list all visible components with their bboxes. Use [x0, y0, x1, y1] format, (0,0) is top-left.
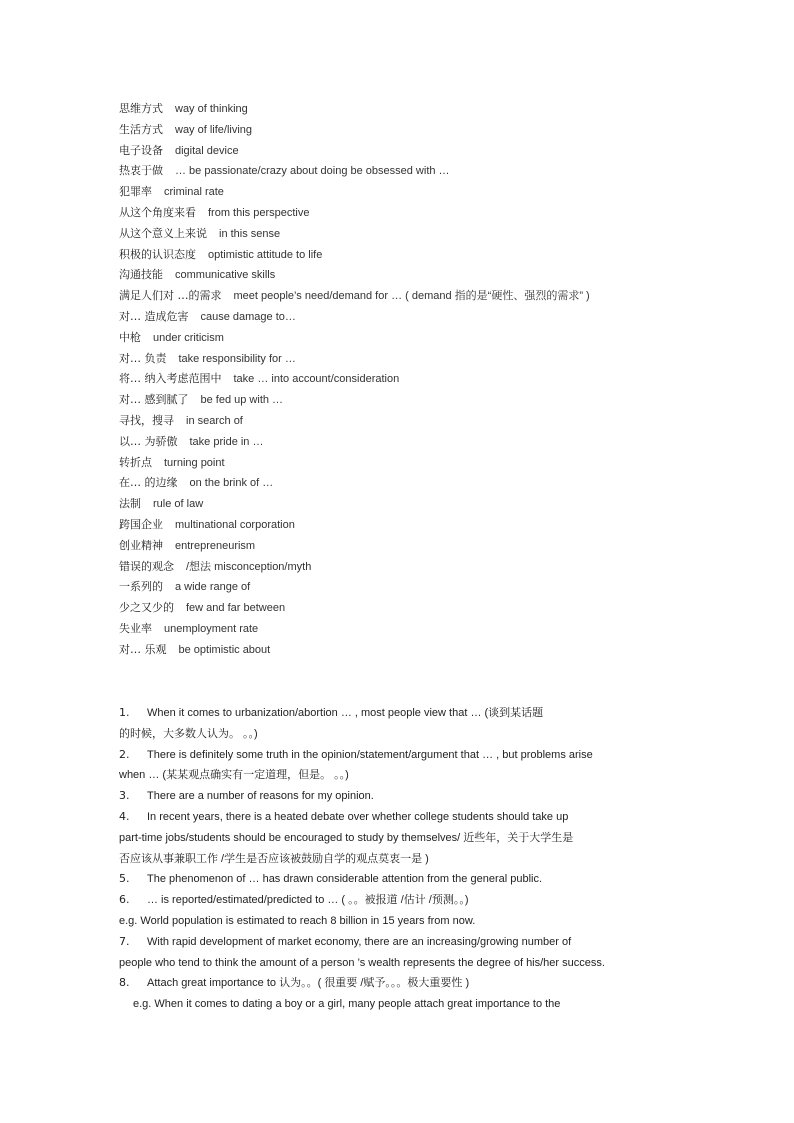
vocab-english: under criticism	[153, 331, 224, 344]
sentence-line	[119, 724, 779, 745]
sentence-number: 2.	[119, 747, 130, 761]
sentence-number: 4.	[119, 809, 130, 823]
sentence-line	[119, 828, 779, 849]
vocab-row	[119, 557, 759, 578]
sentence-line	[119, 911, 779, 932]
vocab-english: entrepreneurism	[175, 539, 256, 552]
vocab-english: in this sense	[219, 227, 281, 240]
vocab-chinese: 思维方式	[119, 102, 163, 115]
sentence-item	[119, 932, 779, 974]
sentence-line	[119, 807, 779, 828]
vocab-english: unemployment rate	[164, 622, 259, 635]
vocab-chinese: 转折点	[119, 455, 152, 469]
sentence-line	[119, 765, 779, 786]
sentence-line	[119, 953, 779, 974]
sentence-item	[119, 869, 779, 890]
vocab-chinese: 失业率	[119, 621, 152, 635]
vocab-english: rule of law	[153, 498, 204, 511]
vocab-row	[119, 141, 759, 162]
sentence-text: e.g. World population is estimated to reach 8 billion in 15 years from now.	[119, 914, 476, 927]
vocab-chinese: 跨国企业	[119, 517, 163, 531]
vocab-chinese: 将… 纳入考虑范围中	[119, 372, 222, 386]
vocab-chinese: 从这个意义上来说	[119, 226, 207, 240]
sentence-line	[119, 745, 779, 766]
vocab-english: on the brink of …	[189, 477, 274, 490]
vocab-english: be fed up with …	[200, 394, 284, 407]
vocab-english: turning point	[164, 456, 225, 469]
vocab-chinese: 对… 造成危害	[119, 309, 189, 323]
vocab-row	[119, 619, 759, 640]
vocab-row	[119, 286, 759, 307]
vocab-chinese: 以… 为骄傲	[119, 434, 178, 448]
vocab-chinese: 创业精神	[119, 538, 163, 552]
vocab-chinese: 错误的观念	[119, 559, 174, 573]
sentence-text: With rapid development of market economy, there are an increasing/growing number of	[147, 935, 572, 948]
vocab-english: … be passionate/crazy about doing be obsessed with …	[175, 165, 450, 178]
sentence-item	[119, 745, 779, 787]
sentence-item	[119, 807, 779, 869]
vocab-row	[119, 245, 759, 266]
vocab-row	[119, 161, 759, 182]
sentence-item	[119, 703, 779, 745]
sentence-item	[119, 973, 779, 1015]
vocab-english: in search of	[186, 414, 243, 427]
vocab-chinese: 中枪	[119, 330, 141, 344]
vocab-row	[119, 265, 759, 286]
vocab-english: take responsibility for …	[178, 352, 296, 365]
vocabulary-list	[119, 99, 759, 661]
vocab-chinese: 对… 乐观	[119, 642, 167, 656]
vocab-row	[119, 390, 759, 411]
vocab-row	[119, 307, 759, 328]
vocab-chinese: 满足人们对 …的需求	[119, 289, 222, 303]
vocab-row	[119, 411, 759, 432]
vocab-english: a wide range of	[175, 581, 251, 594]
vocab-row	[119, 494, 759, 515]
sentence-line	[119, 786, 779, 807]
vocab-row	[119, 369, 759, 390]
sentence-list	[119, 703, 779, 1015]
sentence-line	[119, 973, 779, 994]
vocab-chinese: 少之又少的	[119, 601, 174, 615]
sentence-line	[119, 703, 779, 724]
sentence-text: 的时候，大多数人认为。 。。)	[119, 727, 258, 740]
vocab-english: take pride in …	[189, 435, 264, 448]
vocab-chinese: 对… 感到腻了	[119, 393, 189, 407]
vocab-row	[119, 577, 759, 598]
vocab-row	[119, 473, 759, 494]
vocab-row	[119, 120, 759, 141]
vocab-row	[119, 598, 759, 619]
sentence-number: 1.	[119, 706, 130, 719]
sentence-number: 7.	[119, 934, 130, 948]
vocab-chinese: 沟通技能	[119, 268, 163, 282]
vocab-english: digital device	[175, 144, 239, 157]
vocab-chinese: 寻找，搜寻	[119, 413, 174, 427]
sentence-text: part-time jobs/students should be encouraged to study by themselves/ 近些年，关于大学生是	[119, 831, 574, 844]
sentence-text: when … (某某观点确实有一定道理，但是。 。。)	[119, 769, 349, 782]
vocab-english: meet people’s need/demand for … ( demand 指的是“硬性、强烈的需求” )	[233, 290, 590, 303]
vocab-english: few and far between	[186, 602, 286, 615]
vocab-row	[119, 432, 759, 453]
sentence-number: 3.	[119, 789, 130, 803]
vocab-chinese: 一系列的	[119, 580, 163, 594]
sentence-line	[119, 849, 779, 870]
sentence-text: When it comes to urbanization/abortion … , most people view that … (谈到某话题	[147, 707, 544, 719]
vocab-chinese: 犯罪率	[119, 185, 152, 199]
vocab-english: from this perspective	[208, 206, 310, 219]
vocab-row	[119, 536, 759, 557]
vocab-chinese: 法制	[119, 497, 141, 511]
sentence-number: 6.	[119, 893, 130, 907]
vocab-chinese: 电子设备	[119, 143, 163, 157]
vocab-row	[119, 182, 759, 203]
sentence-line	[119, 890, 779, 911]
vocab-english: be optimistic about	[178, 643, 271, 656]
sentence-item	[119, 786, 779, 807]
vocab-english: /想法 misconception/myth	[186, 560, 312, 573]
vocab-chinese: 热衷于做	[119, 164, 163, 178]
vocab-row	[119, 224, 759, 245]
vocab-chinese: 生活方式	[119, 122, 163, 136]
sentence-text: There are a number of reasons for my opinion.	[147, 790, 374, 803]
sentence-text: 否应该从事兼职工作 /学生是否应该被鼓励自学的观点莫衷一是 )	[119, 852, 429, 865]
sentence-text: The phenomenon of … has drawn considerable attention from the general public.	[147, 873, 543, 886]
vocab-row	[119, 349, 759, 370]
sentence-line	[119, 869, 779, 890]
sentence-number: 8.	[119, 976, 130, 990]
vocab-row	[119, 328, 759, 349]
vocab-chinese: 在… 的边缘	[119, 476, 178, 490]
vocab-english: optimistic attitude to life	[208, 248, 323, 261]
vocab-english: take … into account/consideration	[233, 373, 400, 386]
vocab-english: way of life/living	[175, 123, 253, 136]
vocab-chinese: 对… 负责	[119, 351, 167, 365]
vocab-chinese: 积极的认识态度	[119, 247, 196, 261]
vocab-row	[119, 203, 759, 224]
sentence-text: people who tend to think the amount of a person ’s wealth represents the degree of his/her success.	[119, 956, 605, 969]
vocab-english: criminal rate	[164, 186, 224, 199]
sentence-line	[119, 932, 779, 953]
sentence-line	[119, 994, 779, 1015]
sentence-number: 5.	[119, 872, 130, 886]
vocab-english: cause damage to…	[200, 310, 296, 323]
vocab-row	[119, 99, 759, 120]
sentence-text: Attach great importance to 认为。。( 很重要 /赋予。。。极大重要性 )	[147, 977, 470, 990]
sentence-text: In recent years, there is a heated debate over whether college students should take up	[147, 810, 569, 823]
vocab-english: communicative skills	[175, 269, 276, 282]
vocab-chinese: 从这个角度来看	[119, 205, 196, 219]
vocab-row	[119, 453, 759, 474]
vocab-row	[119, 515, 759, 536]
sentence-text: e.g. When it comes to dating a boy or a girl, many people attach great importance to the	[133, 998, 561, 1011]
sentence-text: … is reported/estimated/predicted to … ( 。。被报道 /估计 /预测。。)	[147, 894, 469, 907]
vocab-english: way of thinking	[175, 103, 248, 115]
sentence-text: There is definitely some truth in the opinion/statement/argument that … , but problems arise	[147, 748, 593, 761]
vocab-row	[119, 640, 759, 661]
sentence-item	[119, 890, 779, 932]
vocab-english: multinational corporation	[175, 518, 295, 531]
